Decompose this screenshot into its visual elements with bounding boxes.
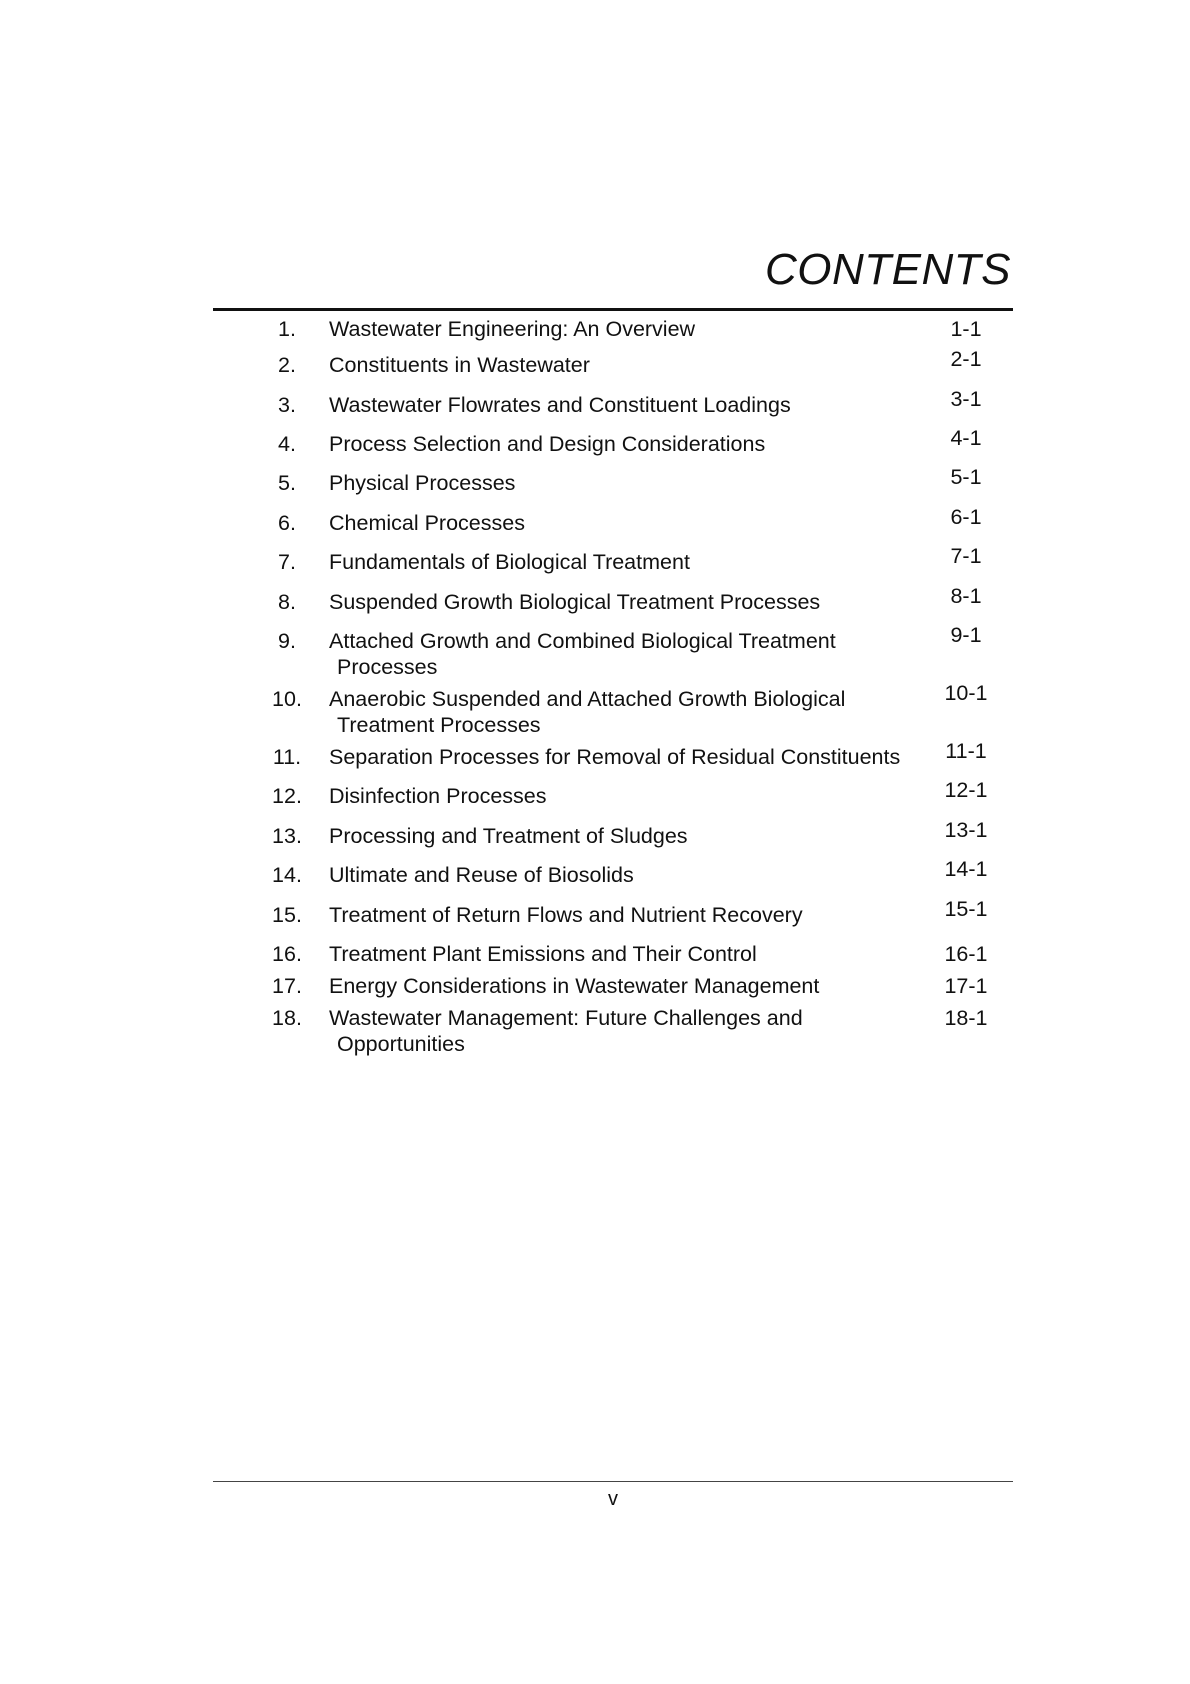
toc-entry-title-text: Process Selection and Design Considerations xyxy=(329,432,766,456)
toc-entry-page: 6-1 xyxy=(950,505,982,529)
toc-entry-title-text: Energy Considerations in Wastewater Management xyxy=(329,974,820,998)
toc-entry xyxy=(213,316,1013,342)
heading-rule xyxy=(213,308,1013,311)
toc-entry xyxy=(213,1005,1013,1057)
toc-entry-number xyxy=(213,783,314,809)
toc-entry-number xyxy=(213,628,314,654)
toc-entry-number-text: 3. xyxy=(278,393,296,417)
toc-entry-page: 15-1 xyxy=(944,897,988,921)
toc-entry-title xyxy=(314,902,919,928)
toc-entry-number xyxy=(213,352,314,378)
toc-entry-number-text: 9. xyxy=(278,629,296,653)
toc-entry-number-text: 2. xyxy=(278,353,296,377)
toc-entry-page: 16-1 xyxy=(944,942,988,966)
page-folio: v xyxy=(608,1488,618,1510)
toc-entry-title-text: Separation Processes for Removal of Residual Constituents xyxy=(329,745,901,769)
toc-entry-title xyxy=(314,973,919,999)
toc-entry-number xyxy=(213,686,314,712)
toc-entry-page: 8-1 xyxy=(950,584,982,608)
toc-entry xyxy=(213,941,1013,967)
toc-entry-number-text: 11. xyxy=(272,745,302,769)
toc-entry-page: 7-1 xyxy=(950,544,982,568)
toc-entry-title xyxy=(314,823,919,849)
toc-entry-title xyxy=(314,628,919,680)
toc-entry-number xyxy=(213,510,314,536)
toc-entry-number-text: 17. xyxy=(272,974,302,998)
toc-entry-title xyxy=(314,686,919,738)
contents-heading: CONTENTS xyxy=(765,245,1011,294)
toc-entry-title xyxy=(314,431,919,457)
toc-entry-title-text: Wastewater Engineering: An Overview xyxy=(329,317,696,341)
toc-entry-number-text: 15. xyxy=(272,903,302,927)
toc-entry-title-text: Fundamentals of Biological Treatment xyxy=(329,550,690,574)
toc-entry-title-continuation: Opportunities xyxy=(337,1032,465,1056)
toc-entry-page: 17-1 xyxy=(944,974,988,998)
toc-entry xyxy=(213,739,1013,770)
toc-entry-title xyxy=(314,352,919,378)
toc-entry-title-text: Disinfection Processes xyxy=(329,784,547,808)
toc-entry-page: 11-1 xyxy=(945,739,987,763)
toc-entry-page: 5-1 xyxy=(950,465,982,489)
toc-entry-number-text: 8. xyxy=(278,590,296,614)
toc-entry-number xyxy=(213,823,314,849)
toc-entry-number-text: 16. xyxy=(272,942,302,966)
toc-entry-number-text: 18. xyxy=(272,1006,302,1030)
toc-entry xyxy=(213,505,1013,536)
toc-entry xyxy=(213,465,1013,496)
toc-entry-title-text: Physical Processes xyxy=(329,471,516,495)
toc-entry-title xyxy=(314,510,919,536)
toc-entry-title-text: Attached Growth and Combined Biological Treatment xyxy=(329,629,836,653)
toc-entry-title xyxy=(314,1005,919,1057)
toc-entry-title-text: Processing and Treatment of Sludges xyxy=(329,824,688,848)
toc-entry-number xyxy=(213,549,314,575)
toc-entry-title xyxy=(314,744,919,770)
toc-entry-number xyxy=(213,316,314,342)
toc-entry xyxy=(213,426,1013,457)
toc-entry-title xyxy=(314,862,919,888)
toc-entry-title-text: Ultimate and Reuse of Biosolids xyxy=(329,863,634,887)
toc-entry-number-text: 10. xyxy=(272,687,302,711)
toc-entry xyxy=(213,897,1013,928)
toc-entry-title-text: Constituents in Wastewater xyxy=(329,353,590,377)
toc-entry-number xyxy=(213,589,314,615)
toc-entry-title-continuation: Treatment Processes xyxy=(337,713,541,737)
toc-entry-page: 14-1 xyxy=(944,857,988,881)
toc-entry-number-text: 12. xyxy=(272,784,302,808)
toc-entry-number xyxy=(213,392,314,418)
toc-entry-page: 18-1 xyxy=(944,1006,988,1030)
toc-entry-title xyxy=(314,589,919,615)
toc-entry-number-text: 1. xyxy=(278,317,296,341)
toc-entry xyxy=(213,387,1013,418)
toc-entry-page: 3-1 xyxy=(950,387,982,411)
toc-entry-number xyxy=(213,744,314,770)
toc-entry xyxy=(213,973,1013,999)
toc-entry-number-text: 14. xyxy=(272,863,302,887)
toc-entry-title xyxy=(314,941,919,967)
toc-entry-title xyxy=(314,549,919,575)
toc-entry-number-text: 5. xyxy=(278,471,296,495)
toc-entry-title-text: Anaerobic Suspended and Attached Growth Biological xyxy=(329,687,846,711)
toc-entry-number-text: 13. xyxy=(272,824,302,848)
toc-entry-number xyxy=(213,431,314,457)
toc-entry-number-text: 7. xyxy=(278,550,296,574)
toc-entry-number xyxy=(213,1005,314,1031)
toc-entry-page: 2-1 xyxy=(950,347,982,371)
toc-entry-title-text: Suspended Growth Biological Treatment Processes xyxy=(329,590,821,614)
toc-entry xyxy=(213,818,1013,849)
toc-entry-number xyxy=(213,941,314,967)
toc-entry xyxy=(213,623,1013,680)
toc-entry-title-text: Wastewater Management: Future Challenges and xyxy=(329,1006,803,1030)
toc-entry xyxy=(213,347,1013,378)
toc-entry-page: 13-1 xyxy=(944,818,988,842)
toc-entry-number xyxy=(213,470,314,496)
toc-entry-page: 9-1 xyxy=(950,623,982,647)
toc-entry-page: 12-1 xyxy=(944,778,988,802)
toc-entry-title xyxy=(314,470,919,496)
toc-entry-title-continuation: Processes xyxy=(337,655,438,679)
footer-rule xyxy=(213,1481,1013,1482)
toc-entry-number xyxy=(213,902,314,928)
toc-entry-title-text: Treatment Plant Emissions and Their Control xyxy=(329,942,757,966)
toc-entry xyxy=(213,584,1013,615)
toc-list xyxy=(213,316,1013,1057)
toc-entry xyxy=(213,857,1013,888)
toc-entry-title-text: Chemical Processes xyxy=(329,511,525,535)
toc-entry-title-text: Treatment of Return Flows and Nutrient Recovery xyxy=(329,903,803,927)
toc-entry xyxy=(213,681,1013,738)
toc-entry xyxy=(213,778,1013,809)
toc-entry-title xyxy=(314,392,919,418)
toc-entry-page: 1-1 xyxy=(950,317,982,341)
toc-entry-number-text: 6. xyxy=(278,511,296,535)
toc-entry-number xyxy=(213,973,314,999)
toc-entry-page: 4-1 xyxy=(950,426,982,450)
toc-entry-page: 10-1 xyxy=(944,681,988,705)
toc-entry-title xyxy=(314,783,919,809)
toc-entry xyxy=(213,544,1013,575)
toc-entry-number xyxy=(213,862,314,888)
toc-entry-title-text: Wastewater Flowrates and Constituent Loadings xyxy=(329,393,791,417)
toc-entry-number-text: 4. xyxy=(278,432,296,456)
toc-entry-title xyxy=(314,316,919,342)
